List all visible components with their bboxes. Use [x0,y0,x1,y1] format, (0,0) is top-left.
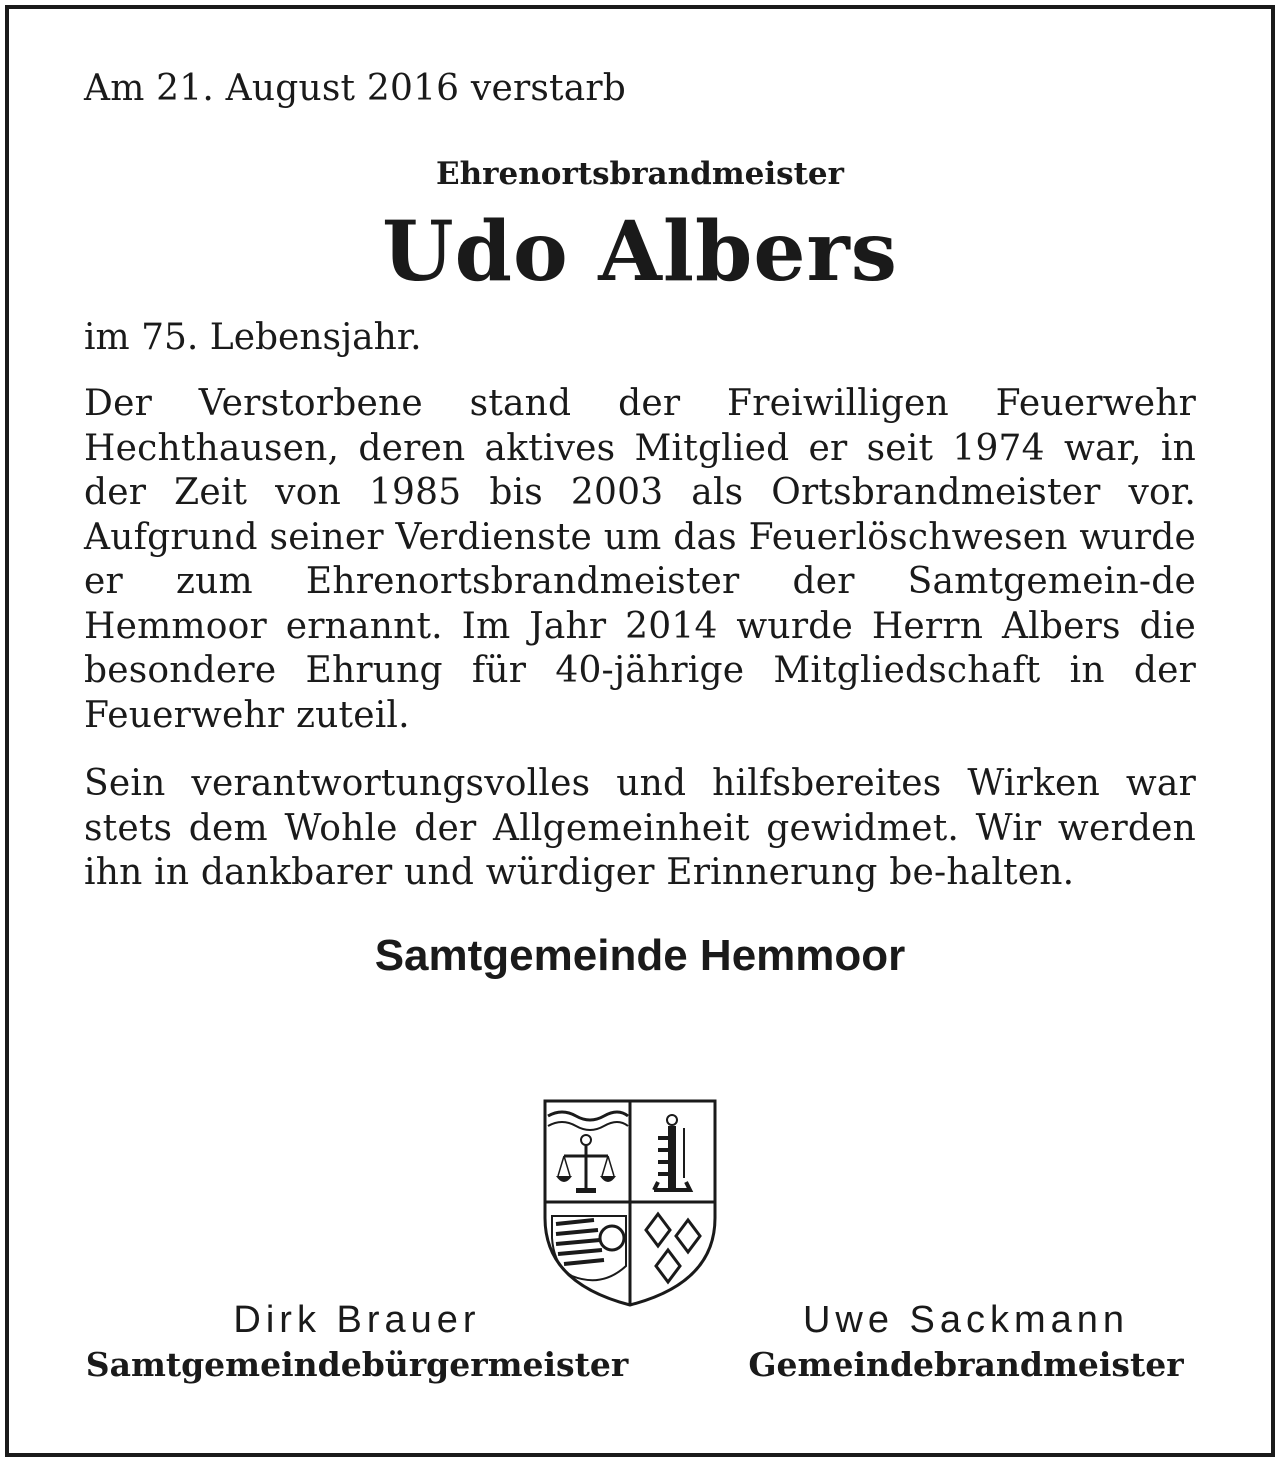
tribute-paragraph: Sein verantwortungsvolles und hilfsbereites Wirken war stets dem Wohle der Allgemeinheit gewidmet. Wir werden ihn in dankbarer und würdiger Erinnerung be-halten. [84,763,1196,893]
signatory-left [84,1298,630,1388]
biography-paragraph: Der Verstorbene stand der Freiwilligen Feuerwehr Hechthausen, deren aktives Mitglied er seit 1974 war, in der Zeit von 1985 bis 2003 als Ortsbrandmeister vor. Aufgrund seiner Verdienste um das Feuerlöschwesen wurde er zum Ehrenortsbrandmeister der Samtgemein-de Hemmoor ernannt. Im Jahr 2014 wurde Herrn Albers die besondere Ehrung für 40-jährige Mitgliedschaft in der Feuerwehr zuteil. [84,383,1196,736]
signatory-right [740,1298,1192,1388]
honorary-rank: Ehrenortsbrandmeister [436,156,844,192]
coat-of-arms-icon [542,1098,718,1308]
intro-line: Am 21. August 2016 verstarb [84,68,627,109]
signatory-role: Samtgemeindebürgermeister [85,1345,629,1384]
obituary-notice [84,66,1196,982]
signatory-name: Dirk Brauer [233,1299,481,1341]
signatory-role: Gemeindebrandmeister [748,1345,1184,1384]
signatory-name: Uwe Sackmann [802,1299,1130,1341]
organization-name: Samtgemeinde Hemmoor [374,930,906,980]
deceased-name: Udo Albers [382,204,898,300]
age-line: im 75. Lebensjahr. [84,317,422,358]
